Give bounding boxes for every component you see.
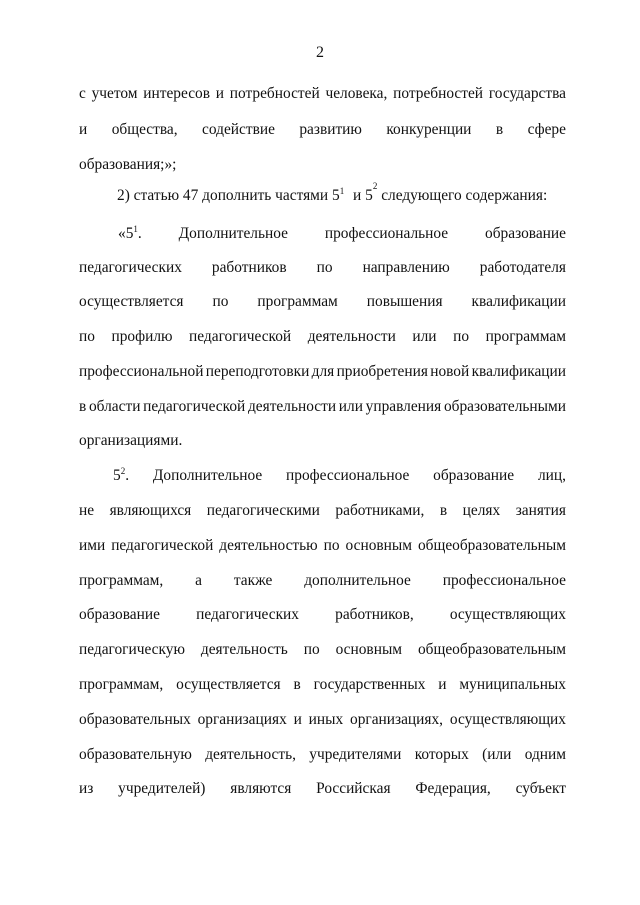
word: новой — [430, 363, 470, 380]
word: потребностей — [393, 85, 484, 102]
word: и — [438, 676, 447, 693]
word: педагогических — [79, 259, 182, 276]
text-line — [79, 292, 566, 312]
word: направлению — [362, 259, 450, 276]
word: педагогической — [143, 398, 246, 415]
part-number-dot: . — [137, 225, 142, 242]
word: управления — [365, 398, 442, 415]
word: ими — [79, 537, 106, 554]
word: деятельность, — [205, 746, 296, 763]
word: программам — [257, 293, 338, 310]
word: основным — [345, 537, 412, 554]
text-line — [79, 327, 566, 347]
word: организациями. — [79, 432, 183, 449]
text-line-part-5-2 — [113, 466, 566, 486]
text-line — [79, 640, 566, 660]
word: программам — [485, 328, 566, 345]
text-line — [79, 431, 566, 451]
word: образовательную — [79, 746, 192, 763]
word: образовательных — [79, 711, 191, 728]
word: по — [453, 328, 470, 345]
word: по — [303, 641, 320, 658]
word: конкуренции — [386, 121, 472, 138]
text-line — [79, 258, 566, 278]
text-line — [79, 571, 566, 591]
part-number-5-2 — [113, 466, 129, 486]
word: деятельности — [247, 398, 337, 415]
word: деятельностью — [219, 537, 318, 554]
word: и — [293, 711, 302, 728]
word: педагогической — [111, 537, 214, 554]
text-line — [79, 84, 566, 104]
word: работников, — [335, 606, 414, 623]
text-line — [79, 501, 566, 521]
text-line — [79, 675, 566, 695]
word: для — [311, 363, 335, 380]
text-line — [79, 397, 566, 417]
word: деятельности — [307, 328, 396, 345]
word: содействие — [202, 121, 275, 138]
word: Российская — [316, 780, 391, 797]
part-number-dot: . — [125, 467, 130, 484]
word: являющихся — [109, 502, 192, 519]
word: образование — [79, 606, 160, 623]
word: квалификации — [471, 363, 566, 380]
word: сфере — [527, 121, 566, 138]
word: профессиональное — [442, 572, 566, 589]
word: учредителей) — [118, 780, 206, 797]
word: основным — [335, 641, 403, 658]
word: развитию — [299, 121, 362, 138]
word: общества, — [111, 121, 178, 138]
page-number: 2 — [316, 44, 324, 61]
word: и — [215, 85, 225, 102]
word: также — [233, 572, 273, 589]
word: организациях — [197, 711, 287, 728]
word: программам, — [79, 676, 164, 693]
text-line — [79, 536, 566, 556]
text-line — [79, 779, 566, 799]
text-line-part-5-1 — [118, 224, 566, 244]
word: Федерация, — [415, 780, 491, 797]
word: интересов — [143, 85, 211, 102]
word: профессиональное — [286, 467, 410, 484]
amendment-text-a: 2) статью 47 дополнить частями 5 — [117, 187, 340, 204]
word: общеобразовательным — [417, 641, 566, 658]
word: образовательными — [443, 398, 566, 415]
word: в — [293, 676, 301, 693]
amendment-text-part — [117, 186, 344, 206]
word: осуществляется — [176, 676, 281, 693]
word: или — [412, 328, 437, 345]
word: общеобразовательным — [417, 537, 566, 554]
word: области — [88, 398, 141, 415]
word: или — [338, 398, 363, 415]
word: одним — [524, 746, 566, 763]
word: человека, — [325, 85, 388, 102]
part-number-5-1 — [118, 224, 142, 244]
word: которых — [414, 746, 469, 763]
word: педагогической — [189, 328, 292, 345]
word: не — [79, 502, 95, 519]
word: по — [79, 328, 95, 345]
text-line — [79, 710, 566, 730]
word: педагогическую — [79, 641, 185, 658]
word: (или — [482, 746, 512, 763]
word: дополнительное — [304, 572, 411, 589]
word: занятия — [515, 502, 566, 519]
word: повышения — [366, 293, 443, 310]
word: Дополнительное — [152, 467, 263, 484]
text-line — [79, 745, 566, 765]
word: и — [79, 121, 88, 138]
word: профессиональное — [324, 225, 449, 242]
word: профилю — [111, 328, 173, 345]
superscript: 1 — [133, 224, 138, 234]
word: приобретения — [336, 363, 428, 380]
word: осуществляющих — [449, 606, 566, 623]
word: с — [79, 85, 86, 102]
part-number-text: 5 — [113, 467, 121, 484]
word: осуществляется — [79, 293, 184, 310]
superscript: 1 — [339, 186, 345, 196]
superscript: 2 — [372, 181, 378, 191]
word: иных — [308, 711, 344, 728]
word: учетом — [91, 85, 138, 102]
word: квалификации — [471, 293, 566, 310]
word: деятельность — [200, 641, 288, 658]
text-line — [79, 155, 566, 175]
word: субъект — [515, 780, 566, 797]
text-line — [79, 362, 566, 382]
word: по — [323, 537, 340, 554]
word: потребностей — [229, 85, 320, 102]
word: работников — [211, 259, 287, 276]
amendment-text-b: и 5 — [349, 187, 373, 204]
word: в — [495, 121, 504, 138]
word: работодателя — [479, 259, 566, 276]
word: работниками, — [335, 502, 425, 519]
word: по — [212, 293, 229, 310]
word: в — [79, 398, 87, 415]
word: программам, — [79, 572, 164, 589]
word: учредителями — [309, 746, 402, 763]
word: лиц, — [537, 467, 566, 484]
word: являются — [230, 780, 292, 797]
part-number-text: «5 — [118, 225, 134, 242]
word: целях — [462, 502, 501, 519]
word: организациях, — [350, 711, 444, 728]
word: профессиональной — [79, 363, 204, 380]
superscript: 2 — [120, 466, 126, 476]
word: Дополнительное — [178, 225, 288, 242]
amendment-text-c: следующего содержания: — [377, 187, 548, 204]
word: педагогическими — [206, 502, 320, 519]
word: образование — [485, 225, 566, 242]
text-line — [79, 605, 566, 625]
word: государственных — [313, 676, 426, 693]
word: по — [316, 259, 333, 276]
word: образование — [433, 467, 515, 484]
word: образования;»; — [79, 156, 177, 173]
word: педагогических — [196, 606, 299, 623]
word: в — [439, 502, 448, 519]
word: а — [195, 572, 202, 589]
text-line — [79, 120, 566, 140]
text-line-amendment — [117, 181, 565, 206]
word: муниципальных — [459, 676, 566, 693]
word: переподготовки — [205, 363, 310, 380]
word: государства — [488, 85, 566, 102]
word: из — [79, 780, 94, 797]
word: осуществляющих — [449, 711, 566, 728]
